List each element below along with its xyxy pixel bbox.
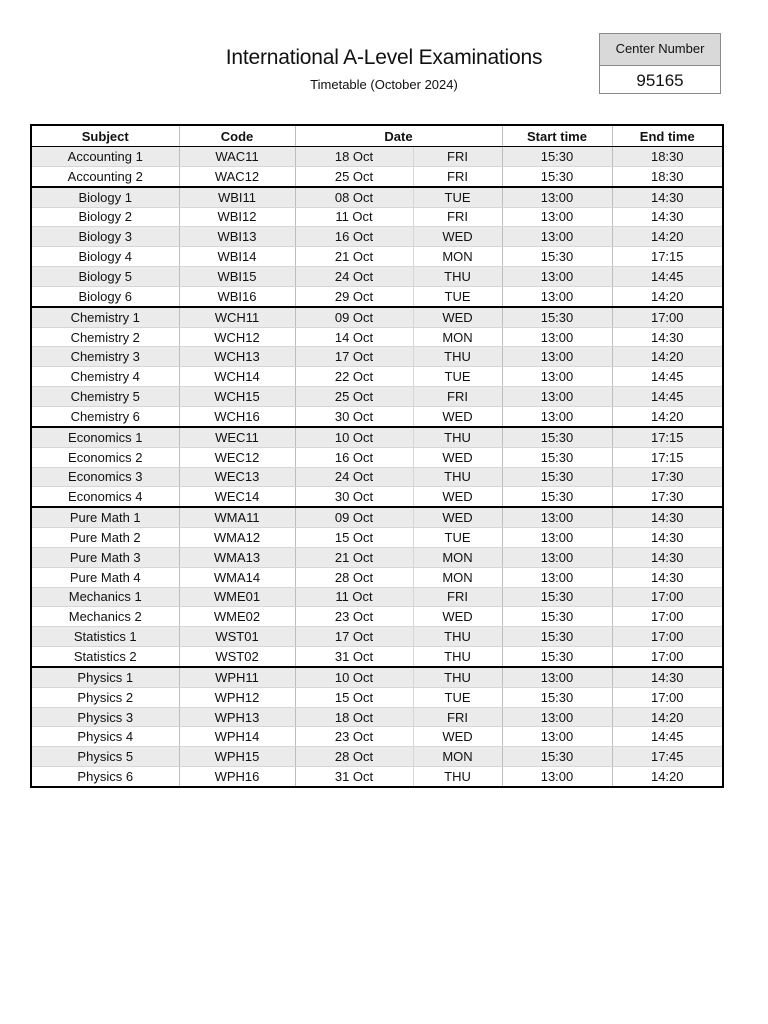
cell-subject: Biology 1 (31, 187, 179, 207)
cell-start-time: 13:00 (502, 387, 612, 407)
cell-code: WBI16 (179, 286, 295, 306)
cell-code: WEC12 (179, 447, 295, 467)
cell-end-time: 17:00 (612, 647, 723, 667)
cell-date: 10 Oct (295, 427, 413, 447)
cell-end-time: 14:30 (612, 327, 723, 347)
cell-date: 16 Oct (295, 227, 413, 247)
cell-code: WPH16 (179, 767, 295, 787)
cell-start-time: 15:30 (502, 487, 612, 507)
cell-start-time: 15:30 (502, 687, 612, 707)
cell-subject: Biology 4 (31, 247, 179, 267)
cell-subject: Economics 3 (31, 467, 179, 487)
cell-day: MON (413, 547, 502, 567)
cell-date: 21 Oct (295, 547, 413, 567)
cell-subject: Mechanics 1 (31, 587, 179, 607)
table-row (31, 447, 723, 467)
table-row (31, 267, 723, 287)
center-number-label: Center Number (600, 34, 720, 66)
cell-code: WMA11 (179, 507, 295, 527)
cell-date: 22 Oct (295, 367, 413, 387)
cell-end-time: 14:45 (612, 367, 723, 387)
cell-subject: Physics 1 (31, 667, 179, 687)
table-row (31, 547, 723, 567)
cell-start-time: 15:30 (502, 247, 612, 267)
cell-code: WST02 (179, 647, 295, 667)
cell-date: 28 Oct (295, 567, 413, 587)
page-title: International A-Level Examinations (225, 46, 543, 69)
table-row (31, 507, 723, 527)
cell-subject: Economics 1 (31, 427, 179, 447)
table-row (31, 467, 723, 487)
table-row (31, 567, 723, 587)
cell-day: FRI (413, 147, 502, 167)
cell-day: WED (413, 447, 502, 467)
cell-code: WPH13 (179, 707, 295, 727)
cell-start-time: 13:00 (502, 507, 612, 527)
table-row (31, 406, 723, 426)
cell-date: 18 Oct (295, 147, 413, 167)
cell-date: 09 Oct (295, 507, 413, 527)
cell-start-time: 13:00 (502, 286, 612, 306)
table-row (31, 307, 723, 327)
cell-end-time: 17:00 (612, 627, 723, 647)
cell-end-time: 18:30 (612, 166, 723, 186)
cell-end-time: 14:30 (612, 187, 723, 207)
table-row (31, 427, 723, 447)
cell-date: 28 Oct (295, 747, 413, 767)
cell-end-time: 14:20 (612, 347, 723, 367)
cell-day: MON (413, 567, 502, 587)
table-row (31, 587, 723, 607)
cell-date: 14 Oct (295, 327, 413, 347)
cell-subject: Pure Math 1 (31, 507, 179, 527)
cell-subject: Accounting 2 (31, 166, 179, 186)
table-row (31, 367, 723, 387)
cell-subject: Biology 3 (31, 227, 179, 247)
cell-start-time: 15:30 (502, 467, 612, 487)
cell-date: 10 Oct (295, 667, 413, 687)
cell-start-time: 13:00 (502, 327, 612, 347)
cell-start-time: 13:00 (502, 267, 612, 287)
cell-end-time: 14:45 (612, 267, 723, 287)
cell-subject: Chemistry 6 (31, 406, 179, 426)
cell-date: 23 Oct (295, 727, 413, 747)
cell-day: FRI (413, 707, 502, 727)
cell-day: FRI (413, 387, 502, 407)
cell-start-time: 13:00 (502, 528, 612, 548)
cell-start-time: 13:00 (502, 707, 612, 727)
cell-subject: Physics 6 (31, 767, 179, 787)
cell-start-time: 15:30 (502, 447, 612, 467)
cell-code: WAC11 (179, 147, 295, 167)
cell-date: 23 Oct (295, 607, 413, 627)
cell-end-time: 18:30 (612, 147, 723, 167)
cell-start-time: 15:30 (502, 587, 612, 607)
cell-subject: Chemistry 3 (31, 347, 179, 367)
cell-date: 16 Oct (295, 447, 413, 467)
cell-day: THU (413, 627, 502, 647)
cell-date: 15 Oct (295, 528, 413, 548)
cell-code: WME01 (179, 587, 295, 607)
cell-date: 25 Oct (295, 166, 413, 186)
cell-subject: Chemistry 5 (31, 387, 179, 407)
table-row (31, 687, 723, 707)
cell-start-time: 13:00 (502, 767, 612, 787)
table-row (31, 227, 723, 247)
cell-end-time: 17:15 (612, 247, 723, 267)
cell-code: WME02 (179, 607, 295, 627)
cell-code: WMA13 (179, 547, 295, 567)
table-body (31, 147, 723, 788)
table-row (31, 667, 723, 687)
cell-subject: Physics 3 (31, 707, 179, 727)
table-row (31, 727, 723, 747)
cell-subject: Physics 2 (31, 687, 179, 707)
cell-start-time: 13:00 (502, 187, 612, 207)
cell-subject: Economics 4 (31, 487, 179, 507)
cell-end-time: 14:45 (612, 727, 723, 747)
cell-subject: Chemistry 4 (31, 367, 179, 387)
cell-start-time: 15:30 (502, 427, 612, 447)
cell-end-time: 14:30 (612, 667, 723, 687)
cell-subject: Pure Math 4 (31, 567, 179, 587)
cell-code: WCH13 (179, 347, 295, 367)
cell-start-time: 15:30 (502, 647, 612, 667)
cell-end-time: 17:15 (612, 427, 723, 447)
cell-subject: Accounting 1 (31, 147, 179, 167)
cell-subject: Pure Math 3 (31, 547, 179, 567)
cell-subject: Biology 5 (31, 267, 179, 287)
cell-day: TUE (413, 286, 502, 306)
cell-code: WCH11 (179, 307, 295, 327)
cell-day: FRI (413, 587, 502, 607)
cell-date: 18 Oct (295, 707, 413, 727)
cell-start-time: 13:00 (502, 547, 612, 567)
cell-start-time: 15:30 (502, 147, 612, 167)
cell-end-time: 14:30 (612, 528, 723, 548)
cell-code: WBI14 (179, 247, 295, 267)
table-row (31, 207, 723, 227)
cell-date: 31 Oct (295, 767, 413, 787)
cell-start-time: 13:00 (502, 667, 612, 687)
cell-code: WPH12 (179, 687, 295, 707)
cell-day: TUE (413, 187, 502, 207)
cell-code: WMA14 (179, 567, 295, 587)
table-header-row (31, 125, 723, 147)
cell-date: 11 Oct (295, 587, 413, 607)
table-row (31, 747, 723, 767)
cell-day: THU (413, 427, 502, 447)
table-row (31, 286, 723, 306)
cell-end-time: 14:30 (612, 567, 723, 587)
cell-code: WPH11 (179, 667, 295, 687)
table-row (31, 147, 723, 167)
cell-day: MON (413, 247, 502, 267)
cell-subject: Statistics 1 (31, 627, 179, 647)
cell-subject: Chemistry 1 (31, 307, 179, 327)
cell-day: WED (413, 487, 502, 507)
cell-date: 17 Oct (295, 627, 413, 647)
exam-timetable (30, 124, 724, 788)
cell-code: WCH16 (179, 406, 295, 426)
table-row (31, 647, 723, 667)
cell-end-time: 14:20 (612, 286, 723, 306)
table-row (31, 187, 723, 207)
cell-end-time: 17:00 (612, 607, 723, 627)
cell-date: 31 Oct (295, 647, 413, 667)
center-number-box (599, 33, 721, 94)
cell-code: WEC13 (179, 467, 295, 487)
cell-day: FRI (413, 166, 502, 186)
cell-code: WBI12 (179, 207, 295, 227)
table-row (31, 707, 723, 727)
cell-code: WPH14 (179, 727, 295, 747)
cell-code: WCH12 (179, 327, 295, 347)
cell-end-time: 17:00 (612, 587, 723, 607)
cell-day: FRI (413, 207, 502, 227)
cell-code: WAC12 (179, 166, 295, 186)
table-row (31, 387, 723, 407)
cell-day: THU (413, 467, 502, 487)
cell-day: THU (413, 667, 502, 687)
cell-date: 30 Oct (295, 487, 413, 507)
cell-subject: Biology 2 (31, 207, 179, 227)
cell-code: WEC11 (179, 427, 295, 447)
cell-date: 21 Oct (295, 247, 413, 267)
cell-start-time: 15:30 (502, 627, 612, 647)
cell-day: WED (413, 406, 502, 426)
cell-day: TUE (413, 367, 502, 387)
cell-code: WEC14 (179, 487, 295, 507)
table-row (31, 767, 723, 787)
table-row (31, 327, 723, 347)
page-subtitle: Timetable (October 2024) (310, 77, 458, 92)
cell-subject: Chemistry 2 (31, 327, 179, 347)
cell-start-time: 15:30 (502, 307, 612, 327)
cell-end-time: 17:00 (612, 687, 723, 707)
column-header-subject: Subject (31, 125, 179, 147)
table-row (31, 607, 723, 627)
cell-end-time: 14:30 (612, 207, 723, 227)
cell-subject: Economics 2 (31, 447, 179, 467)
column-header-end-time: End time (612, 125, 723, 147)
table-row (31, 347, 723, 367)
cell-code: WMA12 (179, 528, 295, 548)
cell-start-time: 13:00 (502, 367, 612, 387)
cell-code: WST01 (179, 627, 295, 647)
cell-start-time: 13:00 (502, 567, 612, 587)
cell-date: 17 Oct (295, 347, 413, 367)
cell-day: TUE (413, 687, 502, 707)
cell-code: WBI13 (179, 227, 295, 247)
cell-end-time: 14:20 (612, 767, 723, 787)
cell-start-time: 13:00 (502, 347, 612, 367)
cell-day: WED (413, 607, 502, 627)
cell-day: MON (413, 327, 502, 347)
cell-code: WCH14 (179, 367, 295, 387)
cell-day: THU (413, 347, 502, 367)
cell-day: THU (413, 647, 502, 667)
table-row (31, 627, 723, 647)
cell-start-time: 13:00 (502, 227, 612, 247)
cell-day: WED (413, 307, 502, 327)
cell-day: WED (413, 727, 502, 747)
cell-end-time: 17:30 (612, 487, 723, 507)
center-number-value: 95165 (636, 71, 684, 90)
cell-day: WED (413, 507, 502, 527)
cell-subject: Statistics 2 (31, 647, 179, 667)
table-row (31, 166, 723, 186)
cell-end-time: 17:00 (612, 307, 723, 327)
cell-date: 11 Oct (295, 207, 413, 227)
cell-start-time: 15:30 (502, 747, 612, 767)
cell-day: MON (413, 747, 502, 767)
cell-day: THU (413, 767, 502, 787)
cell-code: WBI11 (179, 187, 295, 207)
cell-end-time: 14:30 (612, 547, 723, 567)
cell-day: WED (413, 227, 502, 247)
cell-subject: Physics 5 (31, 747, 179, 767)
cell-subject: Physics 4 (31, 727, 179, 747)
cell-subject: Biology 6 (31, 286, 179, 306)
column-header-start-time: Start time (502, 125, 612, 147)
table-row (31, 487, 723, 507)
cell-end-time: 14:45 (612, 387, 723, 407)
table-row (31, 528, 723, 548)
cell-start-time: 13:00 (502, 727, 612, 747)
cell-end-time: 17:15 (612, 447, 723, 467)
cell-date: 15 Oct (295, 687, 413, 707)
cell-day: TUE (413, 528, 502, 548)
cell-date: 08 Oct (295, 187, 413, 207)
cell-end-time: 14:20 (612, 227, 723, 247)
cell-start-time: 13:00 (502, 406, 612, 426)
cell-end-time: 14:30 (612, 507, 723, 527)
cell-start-time: 13:00 (502, 207, 612, 227)
cell-code: WCH15 (179, 387, 295, 407)
cell-code: WPH15 (179, 747, 295, 767)
cell-subject: Mechanics 2 (31, 607, 179, 627)
cell-end-time: 14:20 (612, 707, 723, 727)
cell-date: 29 Oct (295, 286, 413, 306)
cell-date: 30 Oct (295, 406, 413, 426)
cell-end-time: 17:45 (612, 747, 723, 767)
column-header-code: Code (179, 125, 295, 147)
cell-code: WBI15 (179, 267, 295, 287)
cell-end-time: 17:30 (612, 467, 723, 487)
cell-date: 09 Oct (295, 307, 413, 327)
cell-start-time: 15:30 (502, 166, 612, 186)
cell-end-time: 14:20 (612, 406, 723, 426)
table-row (31, 247, 723, 267)
cell-day: THU (413, 267, 502, 287)
column-header-date: Date (295, 125, 502, 147)
cell-date: 25 Oct (295, 387, 413, 407)
cell-date: 24 Oct (295, 467, 413, 487)
cell-subject: Pure Math 2 (31, 528, 179, 548)
cell-start-time: 15:30 (502, 607, 612, 627)
cell-date: 24 Oct (295, 267, 413, 287)
